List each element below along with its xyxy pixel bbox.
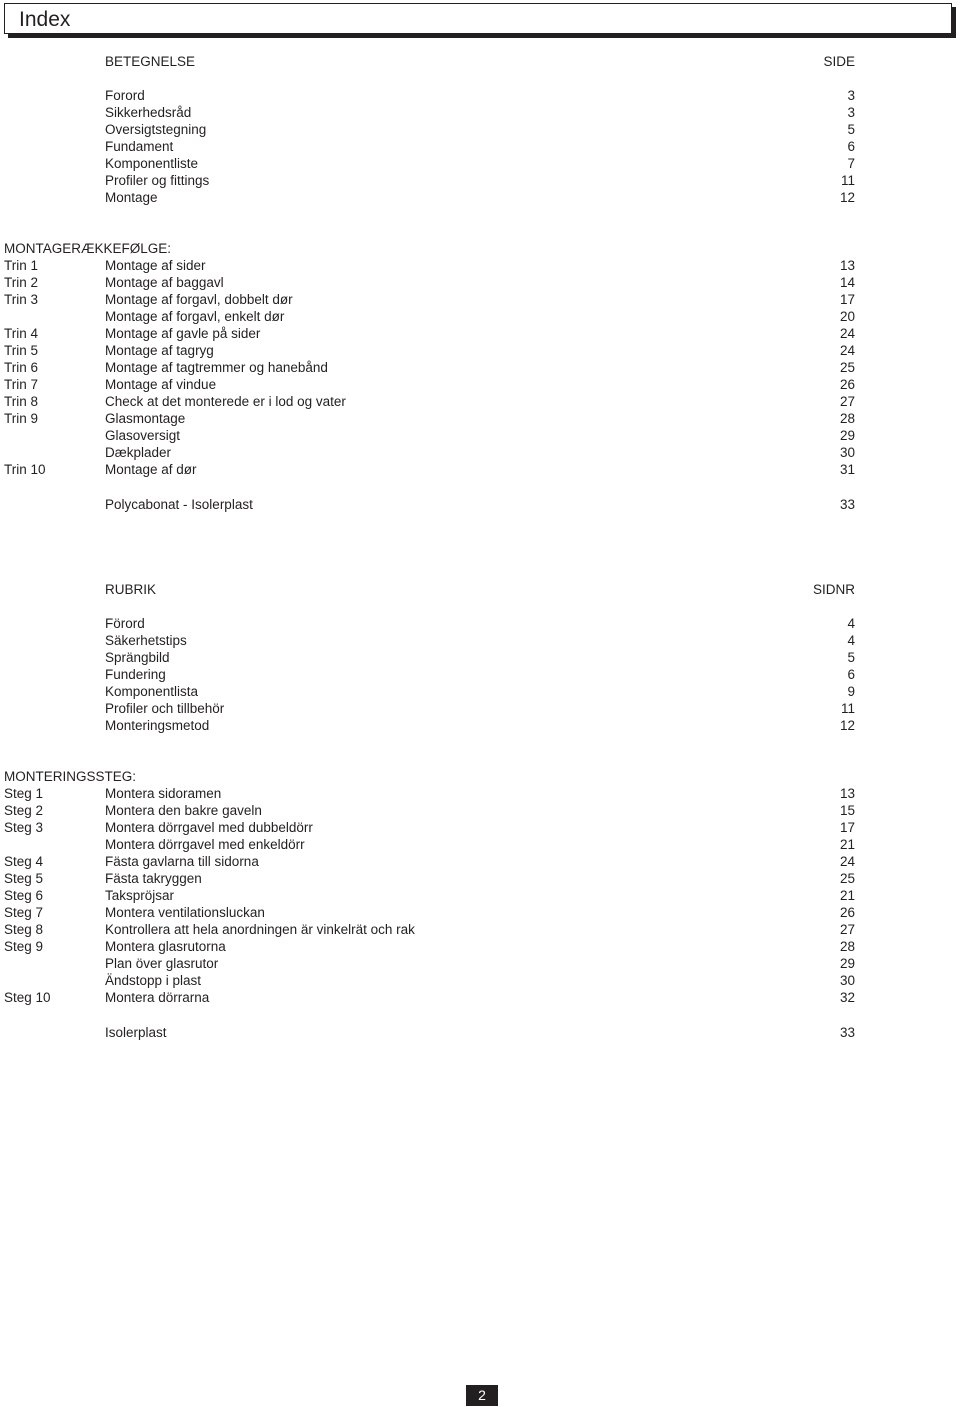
toc-entry — [0, 955, 960, 972]
toc-entry — [0, 496, 960, 513]
entry-page: 6 — [847, 139, 855, 154]
toc-entry — [0, 359, 960, 376]
toc-entry — [0, 155, 960, 172]
entry-title: Komponentliste — [105, 156, 199, 171]
entry-title: Säkerhetstips — [105, 633, 187, 648]
toc-entry — [0, 121, 960, 138]
entry-step: Trin 10 — [4, 462, 46, 477]
entry-page: 21 — [839, 837, 855, 852]
sequence-label: MONTERINGSSTEG: — [4, 769, 137, 784]
entry-step: Steg 3 — [4, 820, 44, 835]
entry-step: Trin 9 — [4, 411, 39, 426]
entry-page: 33 — [839, 497, 855, 512]
entry-page: 33 — [839, 1025, 855, 1040]
toc-entry — [0, 444, 960, 461]
toc-entry — [0, 666, 960, 683]
entry-step: Trin 6 — [4, 360, 39, 375]
entry-title: Montera ventilationsluckan — [105, 905, 265, 920]
entry-step: Steg 5 — [4, 871, 44, 886]
entry-title: Plan över glasrutor — [105, 956, 219, 971]
entry-page: 11 — [840, 173, 855, 188]
toc-entry — [0, 615, 960, 632]
entry-page: 5 — [847, 650, 855, 665]
entry-page: 13 — [839, 258, 855, 273]
entry-title: Takspröjsar — [105, 888, 175, 903]
entry-title: Montage af forgavl, dobbelt dør — [105, 292, 293, 307]
entry-page: 21 — [839, 888, 855, 903]
column-page-label: SIDNR — [812, 582, 855, 597]
entry-page: 24 — [839, 343, 855, 358]
entry-page: 7 — [847, 156, 855, 171]
entry-page: 6 — [847, 667, 855, 682]
entry-step: Steg 7 — [4, 905, 44, 920]
entry-page: 29 — [839, 428, 855, 443]
entry-title: Komponentlista — [105, 684, 199, 699]
entry-title: Montera dörrgavel med enkeldörr — [105, 837, 305, 852]
toc-entry — [0, 683, 960, 700]
entry-title: Ändstopp i plast — [105, 973, 202, 988]
toc-entry — [0, 938, 960, 955]
entry-title: Montage af tagtremmer og hanebånd — [105, 360, 328, 375]
entry-step: Trin 7 — [4, 377, 39, 392]
entry-title: Glasmontage — [105, 411, 186, 426]
entry-title: Montera glasrutorna — [105, 939, 226, 954]
page-number-badge: 2 — [466, 1385, 498, 1406]
toc-entry — [0, 257, 960, 274]
column-title-label: RUBRIK — [105, 582, 157, 597]
toc-entry — [0, 87, 960, 104]
toc-entry — [0, 172, 960, 189]
entry-title: Montage af sider — [105, 258, 206, 273]
toc-entry — [0, 189, 960, 206]
toc-entry — [0, 904, 960, 921]
entry-page: 17 — [839, 820, 855, 835]
entry-step: Trin 2 — [4, 275, 39, 290]
entry-title: Montage af dør — [105, 462, 197, 477]
entry-step: Steg 2 — [4, 803, 44, 818]
entry-page: 31 — [839, 462, 855, 477]
toc-entry — [0, 989, 960, 1006]
entry-page: 3 — [847, 105, 855, 120]
entry-page: 3 — [847, 88, 855, 103]
toc-column-header — [0, 581, 960, 598]
toc-entry — [0, 802, 960, 819]
toc-entry — [0, 632, 960, 649]
entry-title: Glasoversigt — [105, 428, 181, 443]
entry-page: 12 — [839, 190, 855, 205]
entry-title: Montage af forgavl, enkelt dør — [105, 309, 285, 324]
entry-step: Steg 6 — [4, 888, 44, 903]
toc-entry — [0, 342, 960, 359]
toc-entry — [0, 104, 960, 121]
entry-page: 26 — [839, 377, 855, 392]
entry-title: Profiler och tillbehör — [105, 701, 225, 716]
entry-step: Steg 9 — [4, 939, 44, 954]
entry-title: Montage af vindue — [105, 377, 217, 392]
toc-column-header — [0, 53, 960, 70]
entry-title: Montera dörrgavel med dubbeldörr — [105, 820, 313, 835]
toc-entry — [0, 291, 960, 308]
entry-title: Förord — [105, 616, 145, 631]
entry-page: 5 — [847, 122, 855, 137]
entry-page: 30 — [839, 973, 855, 988]
toc-entry — [0, 461, 960, 478]
entry-title: Fästa gavlarna till sidorna — [105, 854, 259, 869]
entry-page: 13 — [839, 786, 855, 801]
toc-entry — [0, 308, 960, 325]
page-title: Index — [19, 8, 71, 31]
entry-page: 24 — [839, 854, 855, 869]
entry-title: Montage — [105, 190, 158, 205]
entry-title: Polycabonat - Isolerplast — [105, 497, 253, 512]
entry-step: Steg 8 — [4, 922, 44, 937]
toc-entry — [0, 410, 960, 427]
entry-page: 9 — [847, 684, 855, 699]
entry-step: Steg 1 — [4, 786, 44, 801]
entry-title: Montage af baggavl — [105, 275, 224, 290]
toc-entry — [0, 427, 960, 444]
toc-entry — [0, 785, 960, 802]
entry-title: Montera dörrarna — [105, 990, 210, 1005]
toc-entry — [0, 325, 960, 342]
entry-title: Sikkerhedsråd — [105, 105, 192, 120]
entry-page: 15 — [839, 803, 855, 818]
entry-title: Dækplader — [105, 445, 172, 460]
entry-title: Forord — [105, 88, 145, 103]
toc-entry — [0, 138, 960, 155]
entry-step: Steg 4 — [4, 854, 44, 869]
entry-page: 26 — [839, 905, 855, 920]
entry-step: Trin 4 — [4, 326, 39, 341]
toc-entry — [0, 921, 960, 938]
entry-title: Oversigtstegning — [105, 122, 207, 137]
entry-step: Trin 1 — [4, 258, 39, 273]
entry-title: Isolerplast — [105, 1025, 167, 1040]
entry-page: 30 — [839, 445, 855, 460]
toc-entry — [0, 393, 960, 410]
entry-page: 25 — [839, 871, 855, 886]
toc-entry — [0, 819, 960, 836]
entry-page: 27 — [839, 394, 855, 409]
entry-title: Montera den bakre gaveln — [105, 803, 262, 818]
entry-page: 24 — [839, 326, 855, 341]
entry-page: 4 — [847, 633, 855, 648]
entry-title: Montage af gavle på sider — [105, 326, 261, 341]
entry-title: Sprängbild — [105, 650, 170, 665]
toc-entry — [0, 870, 960, 887]
toc-entry — [0, 274, 960, 291]
entry-page: 25 — [839, 360, 855, 375]
entry-step: Trin 8 — [4, 394, 39, 409]
sequence-label: MONTAGERÆKKEFØLGE: — [4, 241, 172, 256]
toc-entry — [0, 376, 960, 393]
toc-entry — [0, 853, 960, 870]
toc-entry — [0, 700, 960, 717]
toc-entry — [0, 836, 960, 853]
entry-title: Montage af tagryg — [105, 343, 214, 358]
entry-page: 32 — [839, 990, 855, 1005]
column-page-label: SIDE — [823, 54, 855, 69]
entry-page: 12 — [839, 718, 855, 733]
toc-entry — [0, 887, 960, 904]
entry-page: 28 — [839, 411, 855, 426]
entry-page: 28 — [839, 939, 855, 954]
entry-page: 20 — [839, 309, 855, 324]
entry-title: Profiler og fittings — [105, 173, 210, 188]
toc-entry — [0, 1024, 960, 1041]
column-title-label: BETEGNELSE — [105, 54, 196, 69]
toc-entry — [0, 717, 960, 734]
entry-step: Steg 10 — [4, 990, 51, 1005]
entry-step: Trin 3 — [4, 292, 39, 307]
entry-title: Check at det monterede er i lod og vater — [105, 394, 346, 409]
entry-title: Fundering — [105, 667, 166, 682]
entry-page: 17 — [839, 292, 855, 307]
entry-title: Montera sidoramen — [105, 786, 222, 801]
index-header-box — [4, 3, 952, 34]
entry-page: 29 — [839, 956, 855, 971]
toc-entry — [0, 649, 960, 666]
entry-page: 14 — [839, 275, 855, 290]
entry-page: 27 — [839, 922, 855, 937]
entry-page: 4 — [847, 616, 855, 631]
entry-step: Trin 5 — [4, 343, 39, 358]
toc-entry — [0, 972, 960, 989]
entry-title: Fundament — [105, 139, 174, 154]
entry-page: 11 — [840, 701, 855, 716]
entry-title: Monteringsmetod — [105, 718, 210, 733]
entry-title: Fästa takryggen — [105, 871, 202, 886]
entry-title: Kontrollera att hela anordningen är vinkelrät och rak — [105, 922, 415, 937]
